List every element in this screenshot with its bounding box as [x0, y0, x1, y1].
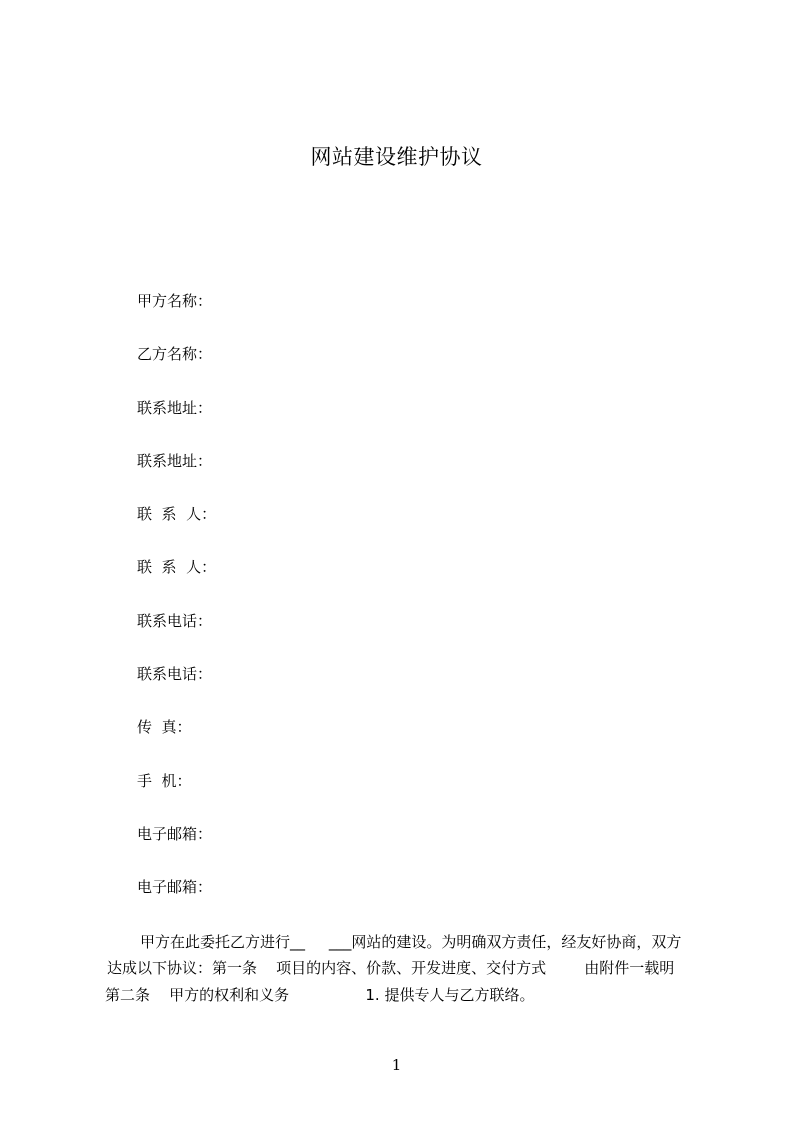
field-contact-a: 联 系 人：: [137, 505, 217, 524]
field-address-a: 联系地址：: [137, 398, 213, 417]
field-party-b-name: 乙方名称：: [137, 345, 213, 364]
field-contact-b: 联 系 人：: [137, 558, 217, 577]
field-party-a-name: 甲方名称：: [137, 292, 213, 310]
field-phone-a: 联系电话：: [137, 611, 213, 630]
field-email-b: 电子邮箱：: [137, 878, 213, 897]
field-mobile: 手 机：: [137, 771, 192, 790]
body-line-2: 达成以下协议：第一条 项目的内容、价款、开发进度、交付方式 由附件一载明: [107, 959, 675, 977]
field-phone-b: 联系电话：: [137, 665, 213, 684]
field-address-b: 联系地址：: [137, 451, 213, 470]
page-number: 1: [391, 1056, 402, 1074]
field-fax: 传 真：: [137, 718, 192, 737]
document-title: 网站建设维护协议: [310, 145, 483, 169]
field-email-a: 电子邮箱：: [137, 824, 213, 843]
body-line-3: 第二条 甲方的权利和义务 1. 提供专人与乙方联络。: [105, 986, 535, 1004]
body-line-1: 甲方在此委托乙方进行__ ___网站的建设。为明确双方责任，经友好协商，双方: [140, 933, 682, 951]
party-info-fields: [137, 288, 216, 928]
